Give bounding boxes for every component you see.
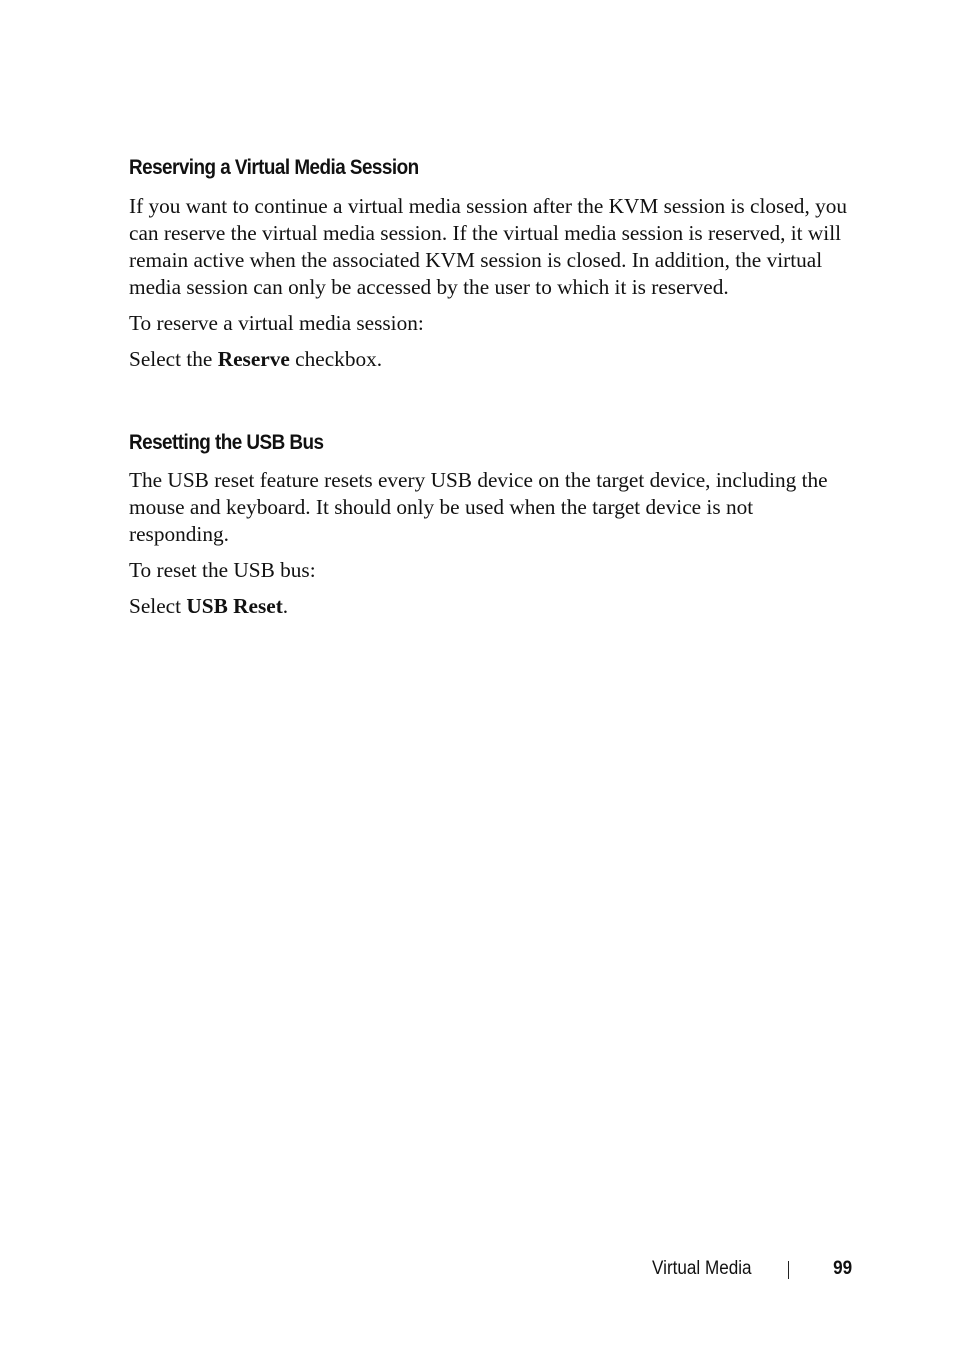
section-resetting-usb-bus: [129, 429, 855, 620]
footer-chapter-title: Virtual Media: [652, 1258, 752, 1279]
step-suffix: .: [282, 594, 289, 618]
section-heading: Resetting the USB Bus: [129, 431, 324, 454]
ui-term-reserve: Reserve: [217, 347, 290, 371]
section-heading: Reserving a Virtual Media Session: [129, 156, 419, 179]
step-prefix: Select the: [129, 347, 218, 371]
section-reserving-virtual-media: [129, 154, 855, 373]
procedure-intro: To reset the USB bus:: [129, 558, 316, 582]
step-prefix: Select: [129, 594, 187, 618]
procedure-intro: To reserve a virtual media session:: [129, 311, 424, 335]
page-footer: [600, 1255, 852, 1283]
procedure-step: [129, 593, 855, 620]
page-number: 99: [832, 1258, 852, 1279]
section-paragraph: The USB reset feature resets every USB device on the target device, including the mouse and keyboard. It should only be used when the target device is not responding.: [129, 468, 828, 546]
ui-term-usb-reset: USB Reset: [186, 594, 283, 618]
procedure-step: [129, 346, 855, 373]
section-paragraph: If you want to continue a virtual media session after the KVM session is closed, you can reserve the virtual media session. If the virtual media session is reserved, it will remain active when the associated KVM session is closed. In addition, the virtual media session can only be accessed by the user to which it is reserved.: [129, 194, 848, 299]
footer-separator: [788, 1261, 789, 1279]
step-suffix: checkbox.: [289, 347, 383, 371]
